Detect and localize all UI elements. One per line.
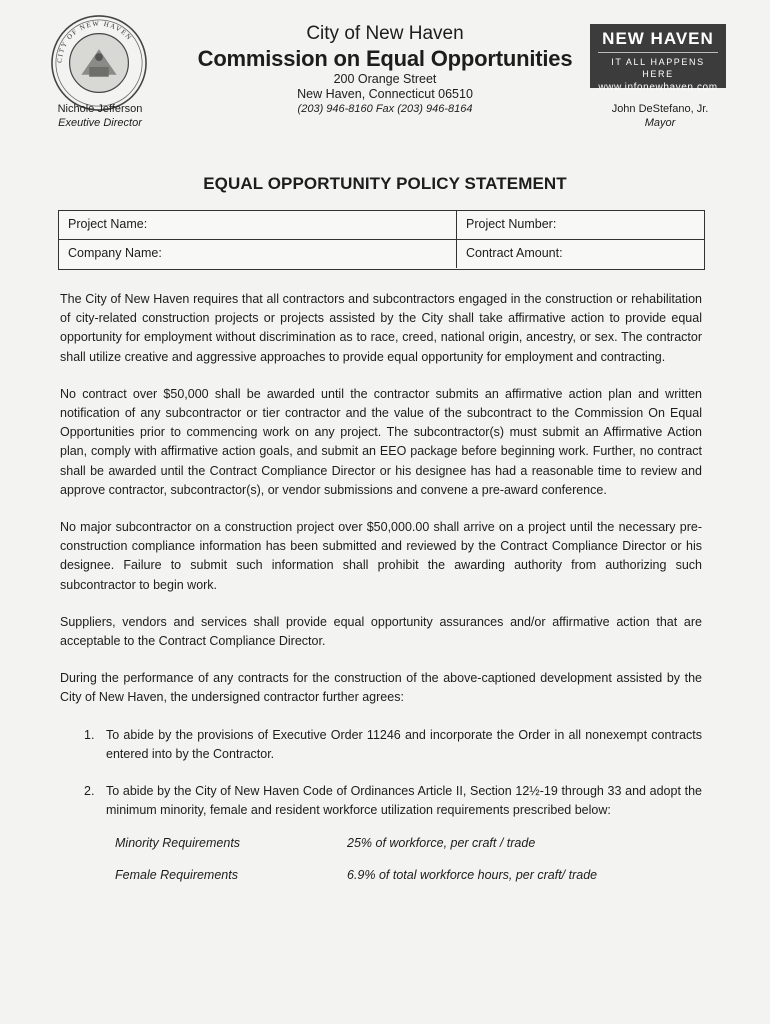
requirement-value: 25% of workforce, per craft / trade	[347, 836, 536, 851]
director-name: Nichole Jefferson	[57, 103, 143, 115]
list-item	[60, 782, 702, 820]
director-signature-block	[52, 102, 148, 130]
company-name-field[interactable]: Company Name:	[59, 240, 457, 268]
mayor-signature-block	[598, 102, 722, 130]
list-number: 1.	[84, 727, 95, 742]
project-number-field[interactable]: Project Number:	[466, 217, 557, 231]
logo-name: NEW HAVEN	[602, 29, 714, 48]
director-title: Exeutive Director	[58, 117, 142, 129]
logo-tagline: IT ALL HAPPENS HERE	[598, 52, 718, 80]
new-haven-logo	[590, 24, 726, 93]
paragraph: During the performance of any contracts for the construction of the above-captioned development assisted by the City of New Haven, the undersigned contractor further agrees:	[60, 671, 702, 705]
workforce-requirements	[115, 834, 702, 884]
letterhead	[190, 22, 580, 116]
commission-name: Commission on Equal Opportunities	[197, 46, 573, 71]
project-name-field[interactable]: Project Name:	[59, 211, 457, 239]
phone-fax: (203) 946-8160 Fax (203) 946-8164	[297, 103, 473, 115]
requirement-label: Minority Requirements	[115, 836, 241, 851]
paragraph: No contract over $50,000 shall be awarded until the contractor submits an affirmative action plan and written notification of any subcontractor or tier contractor and the value of the subcontract to the Commission On Equal Opportunities prior to commencing work on any project. The subcontractor(s) must submit an Affirmative Action plan, comply with affirmative action goals, and submit an EEO package before beginning work. Further, no contract shall be awarded until the Contract Compliance Director or his designee has had a reasonable time to review and approve contractor, subcontractor(s), or vendor submissions and convene a pre-award conference.	[60, 386, 702, 497]
requirement-label: Female Requirements	[115, 867, 238, 882]
paragraph: No major subcontractor on a construction project over $50,000.00 shall arrive on a project until the necessary pre-construction compliance information has been submitted and reviewed by the Contract Compliance Director or his designee. Failure to submit such information shall prohibit the awarding authority from authorizing such subcontractor to begin work.	[60, 520, 702, 592]
mayor-title: Mayor	[644, 117, 676, 129]
address-line-1: 200 Orange Street	[333, 72, 437, 86]
requirement-value: 6.9% of total workforce hours, per craft/ trade	[347, 867, 598, 882]
form-row	[59, 211, 704, 240]
address-line-2: New Haven, Connecticut 06510	[297, 87, 473, 101]
document-title: EQUAL OPPORTUNITY POLICY STATEMENT	[203, 174, 567, 193]
city-name: City of New Haven	[306, 23, 464, 44]
agreement-list	[60, 726, 702, 821]
form-row	[59, 240, 704, 268]
contract-amount-field[interactable]: Contract Amount:	[466, 246, 563, 260]
requirement-row	[115, 834, 702, 853]
paragraph: The City of New Haven requires that all contractors and subcontractors engaged in the construction or rehabilitation of city-related construction projects or projects assisted by the City shall take affirmative action to provide equal opportunity for employment without discrimination as to race, creed, national origin, ancestry, or sex. The contractor shall utilize creative and aggressive approaches to provide equal opportunity for employment and contracting.	[60, 292, 702, 364]
paragraph: Suppliers, vendors and services shall provide equal opportunity assurances and/or affirmative action that are acceptable to the Contract Compliance Director.	[60, 614, 702, 649]
list-text: To abide by the provisions of Executive Order 11246 and incorporate the Order in all nonexempt contracts entered into by the Contractor.	[106, 727, 702, 761]
requirement-row	[115, 866, 702, 885]
list-text: To abide by the City of New Haven Code of Ordinances Article II, Section 12½-19 through 33 and adopt the minimum minority, female and resident workforce utilization requirements prescribed below:	[106, 784, 702, 818]
list-item	[60, 726, 702, 764]
seal-text: CITY OF NEW HAVEN	[56, 20, 133, 64]
list-number: 2.	[84, 784, 95, 799]
city-seal-icon	[50, 14, 148, 112]
policy-body	[60, 290, 702, 897]
logo-url: www.infonewhaven.com	[598, 82, 718, 93]
mayor-name: John DeStefano, Jr.	[611, 103, 709, 115]
project-info-form	[58, 210, 705, 270]
